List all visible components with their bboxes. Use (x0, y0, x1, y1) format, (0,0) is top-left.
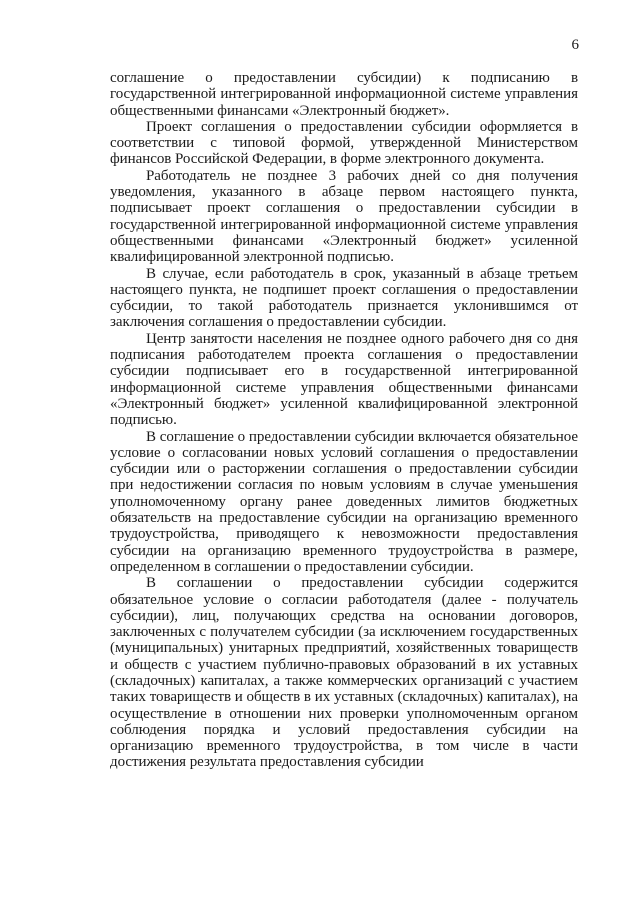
paragraph-4: В случае, если работодатель в срок, указанный в абзаце третьем настоящего пункта, не подпишет проект соглашения о предоставлении субсидии, то такой работодатель признается уклонившимся от заключения соглашения о предоставлении субсидии. (110, 265, 578, 331)
paragraph-6: В соглашение о предоставлении субсидии включается обязательное условие о согласовании новых условий соглашения о предоставлении субсидии или о расторжении соглашения о предоставлении субсидии при недостижении согласия по новым условиям в случае уменьшения уполномоченному органу ранее доведенных лимитов бюджетных обязательств на предоставление субсидии на организацию временного трудоустройства, приводящего к невозможности предоставления субсидии на организацию временного трудоустройства в размере, определенном в соглашении о предоставлении субсидии. (110, 428, 578, 575)
paragraph-1: соглашение о предоставлении субсидии) к подписанию в государственной интегрированной информационной системе управления общественными финансами «Электронный бюджет». (110, 70, 578, 119)
paragraph-3: Работодатель не позднее 3 рабочих дней со дня получения уведомления, указанного в абзаце первом настоящего пункта, подписывает проект соглашения о предоставлении субсидии в государственной интегрированной информационной системе управления общественными финансами «Электронный бюджет» усиленной квалифицированной электронной подписью. (110, 167, 578, 266)
paragraph-2: Проект соглашения о предоставлении субсидии оформляется в соответствии с типовой формой, утвержденной Министерством финансов Российской Федерации, в форме электронного документа. (110, 118, 578, 168)
paragraph-7: В соглашении о предоставлении субсидии содержится обязательное условие о согласии работодателя (далее - получатель субсидии), лиц, получающих средства на основании договоров, заключенных с получателем субсидии (за исключением государственных (муниципальных) унитарных предприятий, хозяйственных товариществ и обществ с участием публично-правовых образований в их уставных (складочных) капиталах, а также коммерческих организаций с участием таких товариществ и обществ в их уставных (складочных) капиталах), на осуществление в отношении них проверки уполномоченным органом соблюдения порядка и условий предоставления субсидии на организацию временного трудоустройства, в том числе в части достижения результата предоставления субсидии (110, 575, 578, 771)
document-body (110, 70, 578, 771)
paragraph-5: Центр занятости населения не позднее одного рабочего дня со дня подписания работодателем проекта соглашения о предоставлении субсидии подписывает его в государственной интегрированной информационной системе управления общественными финансами «Электронный бюджет» усиленной квалифицированной электронной подписью. (110, 330, 578, 429)
page-number: 6 (571, 37, 579, 53)
